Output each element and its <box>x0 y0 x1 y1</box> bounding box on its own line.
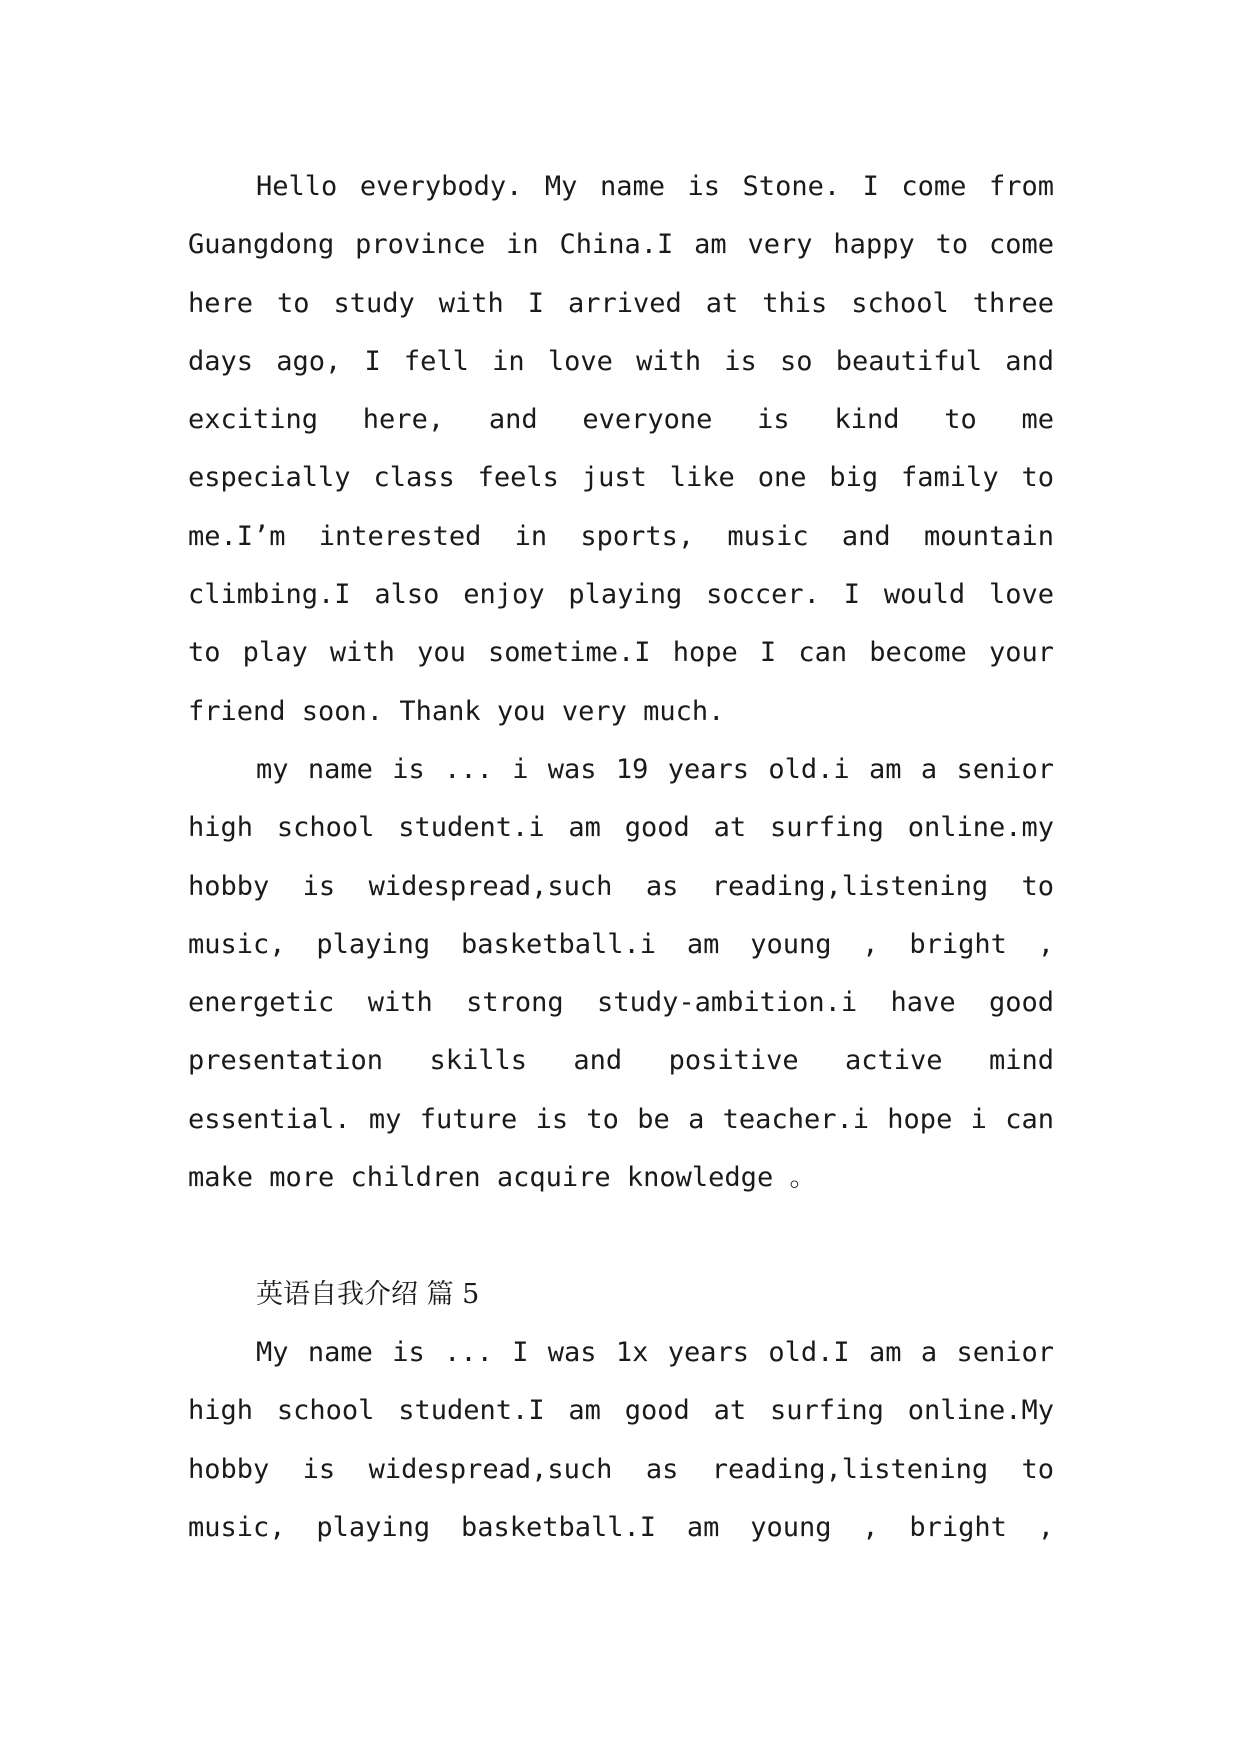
text-line: presentation skills and positive active mind <box>188 1045 1054 1077</box>
text-line: to play with you sometime.I hope I can become your <box>188 637 1054 669</box>
text-line: make more children acquire knowledge 。 <box>188 1162 817 1194</box>
text-line: friend soon. Thank you very much. <box>188 695 725 727</box>
text-line: here to study with I arrived at this school three <box>188 287 1054 319</box>
text-line: music, playing basketball.I am young , bright , <box>188 1511 1054 1543</box>
text-line: climbing.I also enjoy playing soccer. I would love <box>188 579 1054 611</box>
paragraph-spacer <box>188 1207 1054 1265</box>
text-line: days ago, I fell in love with is so beautiful and <box>188 345 1054 377</box>
text-line: hobby is widespread,such as reading,listening to <box>188 1453 1054 1485</box>
text-line: music, playing basketball.i am young , bright , <box>188 928 1054 960</box>
paragraph-2 <box>188 741 1054 1207</box>
text-line: me.I’m interested in sports, music and mountain <box>188 520 1054 552</box>
text-line: essential. my future is to be a teacher.i hope i can <box>188 1103 1054 1135</box>
text-line: high school student.I am good at surfing online.My <box>188 1395 1054 1427</box>
text-line: hobby is widespread,such as reading,listening to <box>188 870 1054 902</box>
text-line: my name is ... i was 19 years old.i am a senior <box>256 753 1054 785</box>
section-heading: 英语自我介绍 篇 5 <box>256 1278 480 1310</box>
text-line: energetic with strong study-ambition.i have good <box>188 987 1054 1019</box>
document-page <box>188 158 1054 1557</box>
paragraph-1 <box>188 158 1054 741</box>
text-line: high school student.i am good at surfing online.my <box>188 812 1054 844</box>
text-line: especially class feels just like one big family to <box>188 462 1054 494</box>
paragraph-3 <box>188 1324 1054 1557</box>
text-line: Hello everybody. My name is Stone. I come from <box>256 171 1054 202</box>
text-line: Guangdong province in China.I am very happy to come <box>188 229 1054 261</box>
text-line: exciting here, and everyone is kind to me <box>188 404 1054 436</box>
text-line: My name is ... I was 1x years old.I am a senior <box>256 1336 1054 1368</box>
